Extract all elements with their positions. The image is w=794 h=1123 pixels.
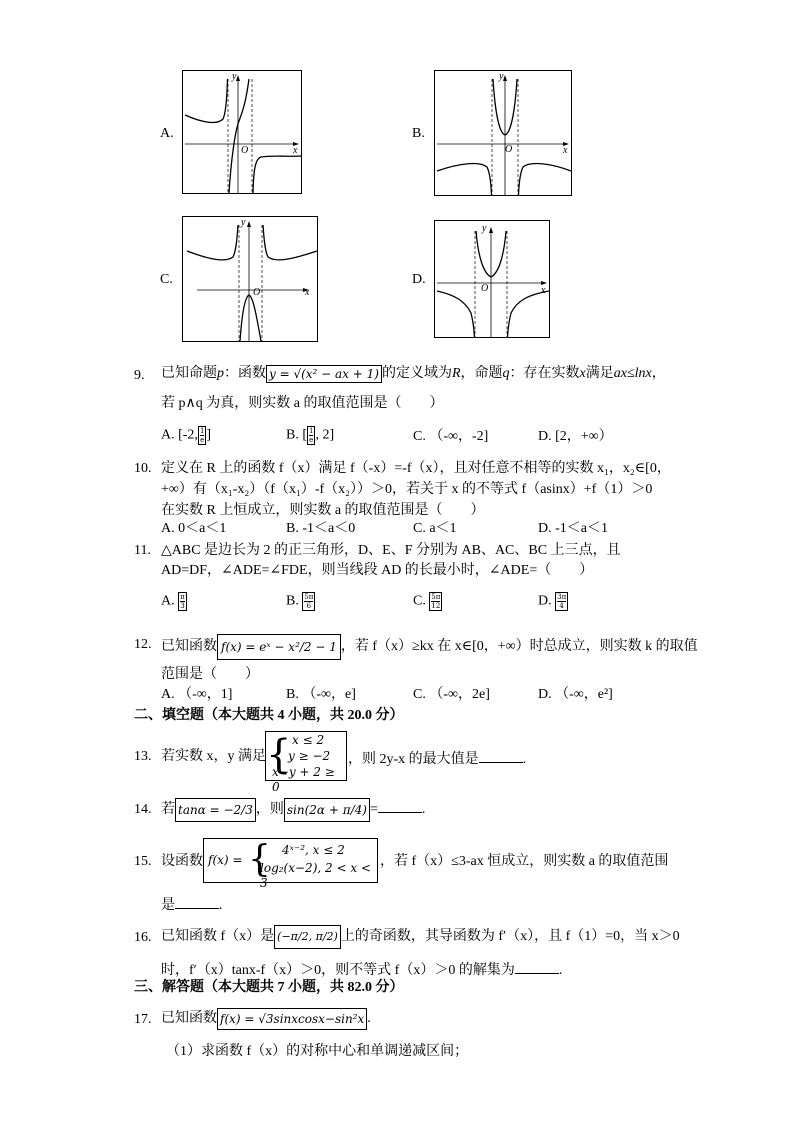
q9-option-a-den: e [200,436,205,444]
graph-c [182,216,318,342]
q15-end: . [219,898,223,913]
q16-number: 16. [134,930,152,945]
q11-option-c-den: 12 [431,602,441,610]
q13-post: ，则 2y-x 的最大值是 [348,752,479,767]
graph-d-x-label: x [541,285,546,296]
q14-answer-blank[interactable] [378,798,422,813]
q12-option-a: A. （-∞，1] [161,687,233,702]
q9-text-l: ， [651,366,666,382]
q10-number: 10. [134,461,152,476]
q11-option-a-den: 3 [180,602,185,610]
q13-constraint-1: x ≤ 2 [292,733,325,747]
q9-text-d: 的定义域为 [381,366,452,382]
graph-c-x-label: x [305,287,310,298]
q14-end: . [421,802,426,818]
q13-answer-blank[interactable] [479,748,523,763]
q11-option-b-den: 6 [306,602,312,610]
q17-end: . [367,1011,371,1027]
graph-b-x-label: x [563,145,568,156]
q9-option-a-pre: A. [-2, [161,427,198,443]
q9-number: 9. [134,368,145,383]
q12-number: 12. [134,637,152,652]
q9-option-a-post: ] [206,427,212,443]
q15-number: 15. [134,854,152,869]
q11-option-c [413,592,442,611]
section-solution-header: 三、解答题（本大题共 7 小题，共 82.0 分） [134,980,404,995]
q9-line2: 若 p∧q 为真，则实数 a 的取值范围是（ ） [161,396,444,411]
graph-d-letter: D. [412,272,426,287]
graph-a-svg [183,71,303,195]
q11-option-d-frac [555,592,568,611]
q11-option-b-frac [302,592,315,611]
q11-option-d [538,592,568,611]
q16-post: 上的奇函数，其导函数为 f′（x），且 f（1）=0，当 x＞0 [340,929,680,945]
q15-post: ，若 f（x）≤3-ax 恒成立，则实数 a 的取值范围 [380,854,669,869]
q13-end: . [522,752,527,767]
graph-c-origin-label: O [253,287,261,298]
q12-post: ，若 f（x）≥kx 在 x∈[0，+∞）时总成立，则实数 k 的取值 [340,639,698,655]
q11-option-d-letter: D. [538,593,552,609]
q15-piecewise: f(x) = { 4ˣ⁻², x ≤ 2 log₂(x−2), 2 < x < 3 [203,838,378,883]
q9-text-f: ，命题 [460,366,503,382]
q9-option-b-num: 1 [309,427,314,435]
q13-number: 13. [134,749,152,764]
q9-option-c: C. （-∞，-2] [413,429,489,444]
q12-line1 [161,634,698,660]
q15-line2-text: 是 [161,898,175,913]
q15-case-2: log₂(x−2), 2 < x < 3 [260,861,371,890]
q13-constraint-2: y ≥ −2 [288,749,331,763]
q15-lhs: f(x) = [208,853,243,867]
q12-option-d: D. （-∞，e²] [538,687,613,702]
graph-c-letter: C. [160,272,173,287]
q17-line1 [161,1008,371,1030]
q13-constraints: { x ≤ 2 y ≥ −2 x−y + 2 ≥ 0 [265,731,347,781]
q11-option-a-frac [178,592,187,611]
q9-option-b-post: , 2] [315,427,335,443]
q11-option-a [161,592,187,611]
graph-b-letter: B. [412,126,425,141]
q9-var-x: x [579,366,586,382]
graph-d [434,220,550,338]
q9-text-h: ：存在实数 [509,366,580,382]
graph-a-x-label: x [293,145,298,156]
q17-pre: 已知函数 [161,1011,217,1027]
q15-line2 [161,894,223,915]
graph-c-y-label: y [241,217,246,228]
q10-line1: 定义在 R 上的函数 f（x）满足 f（-x）=-f（x），且对任意不相等的实数 x₁，x₂∈[0， [161,461,671,476]
graph-a-origin-label: O [241,145,249,156]
q14-formula-sin: sin(2α + π/4) [284,798,370,822]
q14-formula-tan: tanα = −2/3 [175,798,256,822]
q11-option-c-num: 5π [431,593,441,601]
q9-option-b [286,426,334,445]
q16-line1 [161,925,680,949]
q9-ineq: ax≤lnx [613,366,652,382]
q11-number: 11. [134,543,151,558]
q15-pre: 设函数 [161,854,203,869]
q10-option-d: D. -1＜a＜1 [538,521,608,536]
q14-number: 14. [134,802,152,817]
q9-option-d: D. [2，+∞） [538,429,613,444]
q13-post-line [348,748,526,769]
q11-option-b [286,592,315,611]
q9-text-c: ：函数 [224,366,266,382]
q11-option-b-letter: B. [286,593,299,609]
q16-answer-blank[interactable] [515,959,559,974]
q13-pre: 若实数 x，y 满足 [161,749,266,764]
q16-line2-text: 时，f′（x）tanx-f（x）＞0，则不等式 f（x）＞0 的解集为 [161,963,515,978]
q16-interval: (−π/2, π/2) [274,925,341,949]
section-fill-in-header: 二、填空题（本大题共 4 小题，共 20.0 分） [134,708,404,723]
q12-option-c: C. （-∞，2e] [413,687,490,702]
q11-option-a-num: π [180,593,185,601]
graph-d-origin-label: O [481,283,489,294]
q15-answer-blank[interactable] [175,894,219,909]
graph-a-letter: A. [160,126,174,141]
graph-a-y-label: y [232,71,237,82]
graph-a [182,70,302,194]
q12-line2: 范围是（ ） [161,667,259,682]
q9-option-b-den: e [309,436,314,444]
q9-option-b-pre: B. [ [286,427,307,443]
q16-end: . [558,963,563,978]
q12-formula: f(x) = eˣ − x²/2 − 1 [217,634,341,660]
q16-pre: 已知函数 f（x）是 [161,929,275,945]
q12-option-b: B. （-∞，e] [286,687,356,702]
q13-constraint-3: x−y + 2 ≥ 0 [272,765,335,794]
graph-b-y-label: y [499,71,504,82]
q11-option-a-letter: A. [161,593,175,609]
q14-line [161,798,425,822]
q9-var-q: q [502,366,510,382]
q9-var-p: p [217,366,224,382]
q9-option-a [161,426,211,445]
q17-sub1: （1）求函数 f（x）的对称中心和单调递减区间； [166,1044,469,1059]
q14-pre: 若 [161,802,175,818]
q12-pre: 已知函数 [161,639,217,655]
graph-d-svg [435,221,551,339]
q11-option-c-letter: C. [413,593,426,609]
q10-option-b: B. -1＜a＜0 [286,521,356,536]
q16-line2 [161,959,562,980]
q9-option-a-num: 1 [199,427,205,435]
q9-formula: y = √(x² − ax + 1) [266,365,382,383]
q17-number: 17. [134,1012,152,1027]
q11-option-d-den: 4 [559,602,564,610]
q14-post: = [369,802,378,818]
q9-text-j: 满足 [585,366,614,382]
q10-line3: 在实数 R 上恒成立，则实数 a 的取值范围是（ ） [161,503,485,518]
q10-option-a: A. 0＜a＜1 [161,521,227,536]
q11-option-d-num: 3π [557,593,567,601]
q14-mid: ，则 [255,802,284,818]
q9-var-r: R [451,366,461,382]
q11-option-c-frac [429,592,442,611]
q10-option-c: C. a＜1 [413,521,457,536]
q17-formula: f(x) = √3sinxcosx−sin²x [217,1008,367,1030]
graph-c-svg [183,217,319,343]
q11-option-b-num: 5π [304,593,314,601]
q9-line1 [161,365,666,383]
q15-case-1: 4ˣ⁻², x ≤ 2 [282,843,345,857]
graph-d-y-label: y [482,223,487,234]
q9-text-a: 已知命题 [161,366,217,382]
graph-b-origin-label: O [505,144,513,155]
graph-b [434,70,572,196]
q11-line1: △ABC 是边长为 2 的正三角形，D、E、F 分别为 AB、AC、BC 上三点，且 [161,543,621,558]
q11-line2: AD=DF，∠ADE=∠FDE，则当线段 AD 的长最小时，∠ADE=（ ） [161,563,594,578]
q10-line2: +∞）有（x₁-x₂）（f（x₁）-f（x₂））＞0，若关于 x 的不等式 f（asinx）+f（1）＞0 [161,482,653,497]
graph-b-svg [435,71,573,197]
